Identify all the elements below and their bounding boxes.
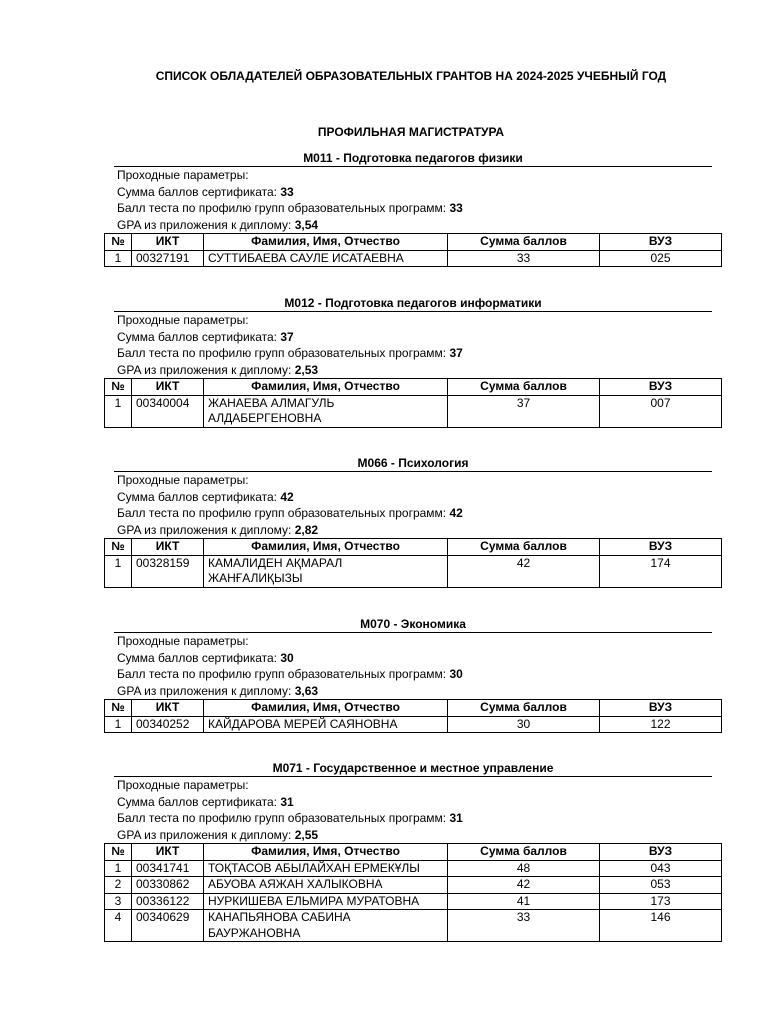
section-heading: М012 - Подготовка педагогов информатики bbox=[114, 296, 712, 312]
full-name-cell bbox=[204, 877, 448, 894]
score-cell: 42 bbox=[448, 877, 600, 894]
grant-section bbox=[104, 151, 721, 267]
cert-sum-line bbox=[117, 794, 721, 811]
column-header: ВУЗ bbox=[600, 234, 722, 251]
university-code-cell: 174 bbox=[600, 555, 722, 587]
passing-parameters bbox=[117, 777, 721, 843]
gpa-line bbox=[117, 522, 721, 539]
column-header: Фамилия, Имя, Отчество bbox=[204, 234, 448, 251]
score-cell: 41 bbox=[448, 893, 600, 910]
gpa-label: GPA из приложения к диплому: bbox=[117, 827, 295, 842]
table-row bbox=[105, 555, 722, 587]
university-code-cell: 053 bbox=[600, 877, 722, 894]
cert-sum-value: 42 bbox=[280, 489, 294, 504]
profile-test-value: 31 bbox=[449, 811, 463, 825]
row-number: 3 bbox=[105, 893, 132, 910]
column-header: ИКТ bbox=[132, 539, 204, 556]
gpa-label: GPA из приложения к диплому: bbox=[117, 362, 295, 377]
column-header: ИКТ bbox=[132, 234, 204, 251]
column-header: ВУЗ bbox=[600, 700, 722, 717]
profile-test-line bbox=[117, 666, 721, 683]
table-header-row bbox=[105, 844, 722, 861]
table-row bbox=[105, 893, 722, 910]
params-header: Проходные параметры: bbox=[117, 168, 249, 182]
full-name-line: ТОҚТАСОВ АБЫЛАЙХАН ЕРМЕКҰЛЫ bbox=[208, 860, 420, 875]
table-row bbox=[105, 250, 722, 267]
column-header: ИКТ bbox=[132, 844, 204, 861]
cert-sum-line bbox=[117, 650, 721, 667]
cert-sum-value: 33 bbox=[280, 184, 294, 199]
column-header: ИКТ bbox=[132, 379, 204, 396]
full-name-line: АБУОВА АЯЖАН ХАЛЫКОВНА bbox=[208, 877, 383, 891]
gpa-value: 2,82 bbox=[294, 522, 319, 537]
full-name-line-2: ЖАНҒАЛИҚЫЗЫ bbox=[208, 571, 303, 585]
cert-sum-label: Сумма баллов сертификата: bbox=[117, 489, 281, 504]
row-number: 4 bbox=[105, 910, 132, 942]
university-code-cell: 025 bbox=[600, 250, 722, 267]
university-code-cell: 007 bbox=[600, 395, 722, 427]
full-name-cell bbox=[204, 250, 448, 267]
column-header: ВУЗ bbox=[600, 539, 722, 556]
score-cell: 37 bbox=[448, 395, 600, 427]
profile-test-label: Балл теста по профилю групп образовательных программ: bbox=[117, 506, 450, 520]
gpa-value: 2,55 bbox=[294, 827, 319, 842]
profile-test-label: Балл теста по профилю групп образовательных программ: bbox=[117, 811, 450, 825]
gpa-value: 3,63 bbox=[294, 683, 319, 698]
row-number: 1 bbox=[105, 250, 132, 267]
grant-table bbox=[104, 699, 722, 733]
score-cell: 42 bbox=[448, 555, 600, 587]
grant-section bbox=[104, 761, 721, 942]
ikt-cell: 00340004 bbox=[132, 395, 204, 427]
full-name-cell bbox=[204, 860, 448, 877]
section-heading: М070 - Экономика bbox=[114, 617, 712, 633]
university-code-cell: 173 bbox=[600, 893, 722, 910]
table-row bbox=[105, 860, 722, 877]
profile-test-value: 37 bbox=[449, 346, 463, 360]
passing-parameters bbox=[117, 167, 721, 233]
table-header-row bbox=[105, 234, 722, 251]
column-header: Фамилия, Имя, Отчество bbox=[204, 539, 448, 556]
full-name-line: КАЙДАРОВА МЕРЕЙ САЯНОВНА bbox=[208, 716, 398, 731]
params-header: Проходные параметры: bbox=[117, 778, 249, 792]
score-cell: 33 bbox=[448, 910, 600, 942]
ikt-cell: 00340629 bbox=[132, 910, 204, 942]
profile-test-value: 33 bbox=[449, 201, 463, 215]
cert-sum-line bbox=[117, 329, 721, 346]
cert-sum-label: Сумма баллов сертификата: bbox=[117, 184, 281, 199]
university-code-cell: 146 bbox=[600, 910, 722, 942]
row-number: 2 bbox=[105, 877, 132, 894]
full-name-line: КАНАПЬЯНОВА САБИНА bbox=[208, 910, 351, 924]
params-header: Проходные параметры: bbox=[117, 473, 249, 487]
cert-sum-value: 37 bbox=[280, 329, 294, 344]
params-header: Проходные параметры: bbox=[117, 313, 249, 327]
gpa-line bbox=[117, 827, 721, 844]
profile-test-line bbox=[117, 505, 721, 522]
profile-test-line bbox=[117, 200, 721, 217]
grant-table bbox=[104, 843, 722, 942]
full-name-line: НУРКИШЕВА ЕЛЬМИРА МУРАТОВНА bbox=[208, 893, 420, 908]
full-name-line-2: АЛДАБЕРГЕНОВНА bbox=[208, 411, 322, 425]
row-number: 1 bbox=[105, 395, 132, 427]
cert-sum-line bbox=[117, 489, 721, 506]
passing-parameters bbox=[117, 633, 721, 699]
full-name-line: ЖАНАЕВА АЛМАГУЛЬ bbox=[208, 395, 335, 410]
passing-parameters bbox=[117, 472, 721, 538]
column-header: № bbox=[105, 844, 132, 861]
grant-table bbox=[104, 538, 722, 588]
table-row bbox=[105, 395, 722, 427]
ikt-cell: 00328159 bbox=[132, 555, 204, 587]
full-name-line: СУТТИБАЕВА САУЛЕ ИСАТАЕВНА bbox=[208, 250, 404, 265]
full-name-line-2: БАУРЖАНОВНА bbox=[208, 925, 301, 940]
grant-section bbox=[104, 296, 721, 428]
table-row bbox=[105, 716, 722, 733]
ikt-cell: 00336122 bbox=[132, 893, 204, 910]
cert-sum-label: Сумма баллов сертификата: bbox=[117, 650, 281, 665]
cert-sum-label: Сумма баллов сертификата: bbox=[117, 329, 281, 344]
column-header: № bbox=[105, 539, 132, 556]
grant-section bbox=[104, 456, 721, 588]
gpa-line bbox=[117, 217, 721, 234]
program-type-title: ПРОФИЛЬНАЯ МАГИСТРАТУРА bbox=[317, 125, 505, 139]
row-number: 1 bbox=[105, 860, 132, 877]
column-header: Фамилия, Имя, Отчество bbox=[204, 379, 448, 396]
column-header: Фамилия, Имя, Отчество bbox=[204, 700, 448, 717]
gpa-value: 2,53 bbox=[294, 362, 319, 377]
profile-test-label: Балл теста по профилю групп образовательных программ: bbox=[117, 201, 450, 215]
column-header: Сумма баллов bbox=[448, 539, 600, 556]
profile-test-value: 42 bbox=[449, 506, 463, 520]
table-header-row bbox=[105, 539, 722, 556]
column-header: Сумма баллов bbox=[448, 379, 600, 396]
ikt-cell: 00327191 bbox=[132, 250, 204, 267]
column-header: Сумма баллов bbox=[448, 234, 600, 251]
cert-sum-value: 31 bbox=[280, 794, 294, 809]
gpa-value: 3,54 bbox=[294, 217, 319, 232]
grant-table bbox=[104, 233, 722, 267]
table-row bbox=[105, 877, 722, 894]
column-header: № bbox=[105, 700, 132, 717]
grant-section bbox=[104, 617, 721, 733]
column-header: ВУЗ bbox=[600, 379, 722, 396]
profile-test-value: 30 bbox=[449, 667, 463, 681]
gpa-line bbox=[117, 362, 721, 379]
score-cell: 33 bbox=[448, 250, 600, 267]
column-header: № bbox=[105, 234, 132, 251]
column-header: № bbox=[105, 379, 132, 396]
table-header-row bbox=[105, 379, 722, 396]
gpa-label: GPA из приложения к диплому: bbox=[117, 217, 295, 232]
document-title: СПИСОК ОБЛАДАТЕЛЕЙ ОБРАЗОВАТЕЛЬНЫХ ГРАНТОВ НА 2024-2025 УЧЕБНЫЙ ГОД bbox=[155, 69, 667, 83]
gpa-label: GPA из приложения к диплому: bbox=[117, 522, 295, 537]
ikt-cell: 00340252 bbox=[132, 716, 204, 733]
profile-test-line bbox=[117, 810, 721, 827]
table-row bbox=[105, 910, 722, 942]
ikt-cell: 00341741 bbox=[132, 860, 204, 877]
score-cell: 30 bbox=[448, 716, 600, 733]
profile-test-label: Балл теста по профилю групп образовательных программ: bbox=[117, 667, 450, 681]
row-number: 1 bbox=[105, 716, 132, 733]
full-name-cell bbox=[204, 395, 448, 427]
column-header: Сумма баллов bbox=[448, 844, 600, 861]
passing-parameters bbox=[117, 312, 721, 378]
university-code-cell: 122 bbox=[600, 716, 722, 733]
gpa-label: GPA из приложения к диплому: bbox=[117, 683, 295, 698]
profile-test-label: Балл теста по профилю групп образовательных программ: bbox=[117, 346, 450, 360]
section-heading: М066 - Психология bbox=[114, 456, 712, 472]
table-header-row bbox=[105, 700, 722, 717]
section-heading: М071 - Государственное и местное управление bbox=[114, 761, 712, 777]
params-header: Проходные параметры: bbox=[117, 634, 249, 648]
university-code-cell: 043 bbox=[600, 860, 722, 877]
full-name-cell bbox=[204, 555, 448, 587]
full-name-line: КАМАЛИДЕН АҚМАРАЛ bbox=[208, 555, 343, 570]
grant-table bbox=[104, 378, 722, 428]
full-name-cell bbox=[204, 910, 448, 942]
cert-sum-label: Сумма баллов сертификата: bbox=[117, 794, 281, 809]
ikt-cell: 00330862 bbox=[132, 877, 204, 894]
cert-sum-line bbox=[117, 184, 721, 201]
column-header: Сумма баллов bbox=[448, 700, 600, 717]
full-name-cell bbox=[204, 716, 448, 733]
full-name-cell bbox=[204, 893, 448, 910]
row-number: 1 bbox=[105, 555, 132, 587]
gpa-line bbox=[117, 683, 721, 700]
column-header: ВУЗ bbox=[600, 844, 722, 861]
column-header: ИКТ bbox=[132, 700, 204, 717]
cert-sum-value: 30 bbox=[280, 650, 294, 665]
score-cell: 48 bbox=[448, 860, 600, 877]
profile-test-line bbox=[117, 345, 721, 362]
column-header: Фамилия, Имя, Отчество bbox=[204, 844, 448, 861]
section-heading: М011 - Подготовка педагогов физики bbox=[114, 151, 712, 167]
